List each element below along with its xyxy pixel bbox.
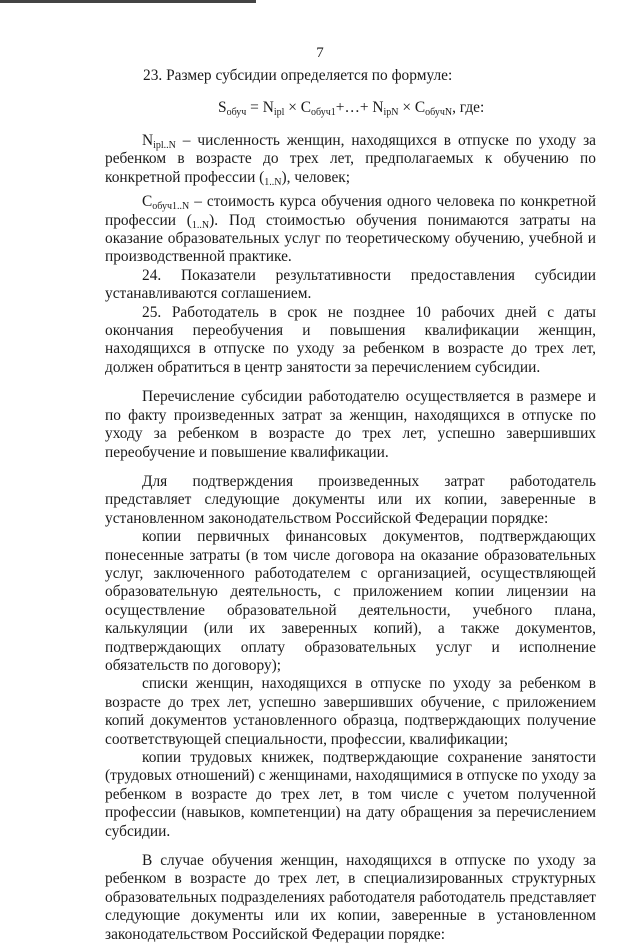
formula-tail: , где: [452,99,485,116]
def-c-sub2: 1..N [191,219,210,231]
def-c-symbol: C [142,193,153,211]
formula-cn-sub: обучN [425,107,453,118]
paragraph-documents: Для подтверждения произведенных затрат работодатель представляет следующие документы или их копии, заверенные в установленном законодательством Российской Федерации порядке: [105,472,596,527]
def-n-text: – численность женщин, находящихся в отпуске по уходу за ребенком в возрасте до трех лет, предполагаемых к обучению по конкретной профессии ( [105,132,596,186]
def-n-sub2: 1..N [264,176,282,188]
document-body [105,132,596,944]
def-n-end: ), человек; [281,168,351,186]
definition-n [105,132,596,187]
formula-eq: = N [246,99,274,116]
def-c-end: ). Под стоимостью обучения понимаются затраты на оказание образовательных услуг по теоретическому обучению, учебной и производственной практике. [105,211,596,266]
def-c-text: – стоимость курса обучения одного человека по конкретной профессии ( [105,193,596,229]
paragraph-internal-training: В случае обучения женщин, находящихся в отпуске по уходу за ребенком в возрасте до трех лет, в специализированных структурных образовательных подразделениях работодателя работодатель представляет следующие документы или их копии, заверенные в установленном законодательством Российской Федерации порядке: [105,852,596,943]
top-rule [0,0,256,3]
list-item-financial-docs: копии первичных финансовых документов, подтверждающих понесенные затраты (в том числе договора на оказание образовательных услуг, заключенного работодателем с организацией, осуществляющей образовательную деятельность, с приложением копии лицензии на осуществление образовательной деятельности, учебного плана, калькуляции (или их заверенных копий), а также документов, подтверждающих оплату образовательных услуг и исполнение обязательств по договору); [105,528,596,674]
def-n-symbol: N [142,132,154,149]
formula-c1-sub: обуч1 [311,107,336,118]
definition-c [105,193,596,267]
formula-s-sub: обуч [226,107,247,118]
formula-s: S [218,99,227,116]
paragraph-25: 25. Работодатель в срок не позднее 10 рабочих дней с даты окончания переобучения и повышения квалификации женщин, находящихся в отпуске по уходу за ребенком в возрасте до трех лет, должен обратиться в центр занятости за перечислением субсидии. [105,303,596,376]
formula-x1: × C [284,99,312,116]
item-23-heading: 23. Размер субсидии определяется по формуле: [143,67,453,84]
paragraph-transfer: Перечисление субсидии работодателю осуществляется в размере и по факту произведенных затрат за женщин, находящихся в отпуске по уходу за ребенком в возрасте до трех лет, успешно завершивших переобучение и повышение квалификации. [105,388,596,461]
formula-x2: × C [398,99,426,116]
page-number: 7 [316,45,324,61]
formula-nn-sub: ipN [383,107,399,118]
list-item-work-books: копии трудовых книжек, подтверждающие сохранение занятости (трудовых отношений) с женщинами, находящимися в отпуске по уходу за ребенком в возрасте до трех лет, в том числе с учетом полученной профессии (навыков, компетенции) на дату обращения за перечислением субсидии. [105,749,596,840]
def-n-sub: ipl..N [153,140,176,151]
formula-mid: +…+ N [335,99,384,116]
def-c-sub: обуч1..N [152,201,190,213]
formula-n1-sub: ipl [273,107,285,118]
list-item-women-lists: списки женщин, находящихся в отпуске по уходу за ребенком в возрасте до трех лет, успешно завершивших обучение, с приложением копий документов установленного образца, подтверждающих получение соответствующей специальности, профессии, квалификации; [105,675,596,748]
paragraph-24: 24. Показатели результативности предоставления субсидии устанавливаются соглашением. [105,266,596,303]
subsidy-formula [218,99,484,117]
